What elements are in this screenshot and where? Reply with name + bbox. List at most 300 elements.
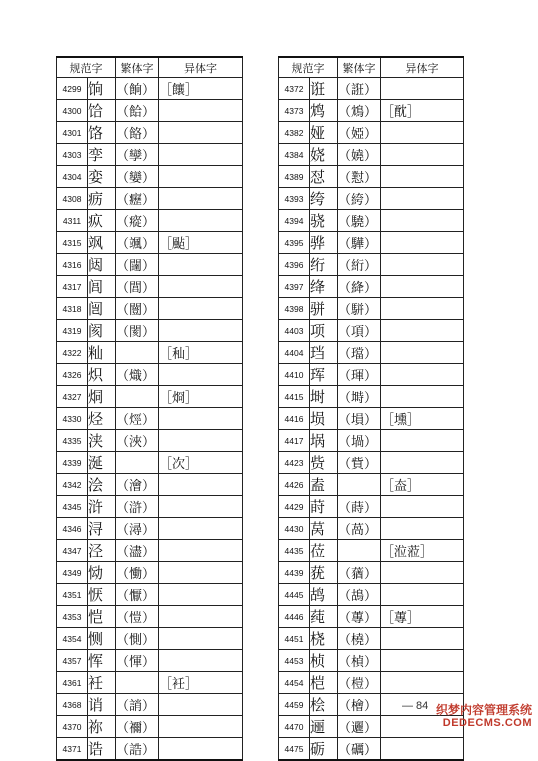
variant-char bbox=[381, 166, 464, 188]
variant-char bbox=[381, 628, 464, 650]
variant-char bbox=[159, 430, 243, 452]
variant-char bbox=[381, 298, 464, 320]
standard-char: 珲 bbox=[310, 364, 338, 386]
table-row bbox=[57, 562, 243, 584]
table-row bbox=[279, 232, 464, 254]
table-row bbox=[57, 166, 243, 188]
table-row bbox=[279, 496, 464, 518]
table-row bbox=[57, 452, 243, 474]
row-number: 4389 bbox=[279, 166, 310, 188]
standard-char: 浃 bbox=[88, 430, 116, 452]
variant-char bbox=[159, 364, 243, 386]
traditional-char: （惲） bbox=[116, 650, 159, 672]
standard-char: 泾 bbox=[88, 540, 116, 562]
row-number: 4357 bbox=[57, 650, 88, 672]
row-number: 4339 bbox=[57, 452, 88, 474]
table-row bbox=[57, 144, 243, 166]
row-number: 4372 bbox=[279, 78, 310, 100]
row-number: 4429 bbox=[279, 496, 310, 518]
variant-char bbox=[159, 716, 243, 738]
row-number: 4446 bbox=[279, 606, 310, 628]
row-number: 4361 bbox=[57, 672, 88, 694]
variant-char bbox=[159, 100, 243, 122]
traditional-char: （鴆） bbox=[338, 100, 381, 122]
traditional-char: （瘲） bbox=[116, 210, 159, 232]
standard-char: 涎 bbox=[88, 452, 116, 474]
traditional-char: （懨） bbox=[116, 584, 159, 606]
traditional-char: （閡） bbox=[116, 320, 159, 342]
variant-char: ［盇］ bbox=[381, 474, 464, 496]
table-row bbox=[57, 650, 243, 672]
standard-char: 娈 bbox=[88, 166, 116, 188]
traditional-char: （烴） bbox=[116, 408, 159, 430]
standard-char: 桧 bbox=[310, 694, 338, 716]
table-row bbox=[279, 166, 464, 188]
traditional-char: （闥） bbox=[116, 254, 159, 276]
traditional-char: （餉） bbox=[116, 78, 159, 100]
character-table-left bbox=[56, 56, 243, 761]
traditional-char bbox=[116, 452, 159, 474]
table-row bbox=[57, 298, 243, 320]
variant-char bbox=[381, 78, 464, 100]
row-number: 4319 bbox=[57, 320, 88, 342]
traditional-char: （塤） bbox=[338, 408, 381, 430]
variant-char bbox=[159, 254, 243, 276]
traditional-char: （鴣） bbox=[338, 584, 381, 606]
standard-char: 饹 bbox=[88, 122, 116, 144]
traditional-char: （邐） bbox=[338, 716, 381, 738]
row-number: 4351 bbox=[57, 584, 88, 606]
row-number: 4416 bbox=[279, 408, 310, 430]
table-row bbox=[279, 672, 464, 694]
variant-char bbox=[159, 474, 243, 496]
traditional-char: （榿） bbox=[338, 672, 381, 694]
traditional-char: （項） bbox=[338, 320, 381, 342]
standard-char: 饷 bbox=[88, 78, 116, 100]
traditional-char bbox=[116, 386, 159, 408]
row-number: 4459 bbox=[279, 694, 310, 716]
watermark-domain: DEDECMS.COM bbox=[442, 717, 532, 729]
row-number: 4417 bbox=[279, 430, 310, 452]
header-variant-char: 异体字 bbox=[159, 57, 243, 78]
traditional-char: （萵） bbox=[338, 518, 381, 540]
standard-char: 恸 bbox=[88, 562, 116, 584]
traditional-char: （蒔） bbox=[338, 496, 381, 518]
traditional-char bbox=[338, 540, 381, 562]
row-number: 4335 bbox=[57, 430, 88, 452]
variant-char bbox=[159, 188, 243, 210]
table-row bbox=[279, 606, 464, 628]
traditional-char: （浹） bbox=[116, 430, 159, 452]
row-number: 4453 bbox=[279, 650, 310, 672]
traditional-char: （闓） bbox=[116, 298, 159, 320]
variant-char: ［衽］ bbox=[159, 672, 243, 694]
standard-char: 恽 bbox=[88, 650, 116, 672]
variant-char bbox=[159, 694, 243, 716]
traditional-char: （颯） bbox=[116, 232, 159, 254]
table-row bbox=[279, 210, 464, 232]
standard-char: 衽 bbox=[88, 672, 116, 694]
variant-char: ［酖］ bbox=[381, 100, 464, 122]
traditional-char: （誚） bbox=[116, 694, 159, 716]
variant-char bbox=[159, 496, 243, 518]
variant-char bbox=[381, 232, 464, 254]
standard-char: 莸 bbox=[310, 562, 338, 584]
traditional-char: （璫） bbox=[338, 342, 381, 364]
row-number: 4396 bbox=[279, 254, 310, 276]
variant-char bbox=[159, 298, 243, 320]
traditional-char: （潯） bbox=[116, 518, 159, 540]
standard-char: 娅 bbox=[310, 122, 338, 144]
row-number: 4315 bbox=[57, 232, 88, 254]
traditional-char: （檜） bbox=[338, 694, 381, 716]
table-row bbox=[279, 628, 464, 650]
traditional-char: （琿） bbox=[338, 364, 381, 386]
table-row bbox=[279, 518, 464, 540]
header-variant-char: 异体字 bbox=[381, 57, 464, 78]
traditional-char: （絎） bbox=[338, 254, 381, 276]
standard-char: 恹 bbox=[88, 584, 116, 606]
header-standard-char: 规范字 bbox=[57, 57, 116, 78]
row-number: 4304 bbox=[57, 166, 88, 188]
row-number: 4395 bbox=[279, 232, 310, 254]
variant-char bbox=[381, 254, 464, 276]
standard-char: 逦 bbox=[310, 716, 338, 738]
table-row bbox=[279, 364, 464, 386]
variant-char bbox=[381, 672, 464, 694]
variant-char bbox=[159, 584, 243, 606]
variant-char bbox=[159, 518, 243, 540]
row-number: 4327 bbox=[57, 386, 88, 408]
standard-char: 骅 bbox=[310, 232, 338, 254]
variant-char bbox=[381, 386, 464, 408]
table-row bbox=[279, 408, 464, 430]
traditional-char bbox=[116, 342, 159, 364]
table-row bbox=[279, 78, 464, 100]
variant-char bbox=[159, 606, 243, 628]
standard-char: 绗 bbox=[310, 254, 338, 276]
watermark-title: 织梦内容管理系统 bbox=[435, 703, 532, 717]
traditional-char: （絝） bbox=[338, 188, 381, 210]
standard-char: 闿 bbox=[88, 298, 116, 320]
row-number: 4430 bbox=[279, 518, 310, 540]
traditional-char: （惻） bbox=[116, 628, 159, 650]
table-row bbox=[57, 430, 243, 452]
standard-char: 桡 bbox=[310, 628, 338, 650]
standard-char: 籼 bbox=[88, 342, 116, 364]
row-number: 4311 bbox=[57, 210, 88, 232]
traditional-char: （癧） bbox=[116, 188, 159, 210]
standard-char: 莅 bbox=[310, 540, 338, 562]
header-traditional-char: 繁体字 bbox=[338, 57, 381, 78]
variant-char: ［次］ bbox=[159, 452, 243, 474]
standard-char: 埚 bbox=[310, 430, 338, 452]
row-number: 4475 bbox=[279, 738, 310, 761]
table-row bbox=[57, 342, 243, 364]
table-row bbox=[57, 408, 243, 430]
table-row bbox=[57, 606, 243, 628]
table-row bbox=[279, 386, 464, 408]
standard-char: 飒 bbox=[88, 232, 116, 254]
variant-char bbox=[381, 320, 464, 342]
traditional-char: （蕕） bbox=[338, 562, 381, 584]
table-row bbox=[57, 276, 243, 298]
standard-char: 盍 bbox=[310, 474, 338, 496]
traditional-char: （嬈） bbox=[338, 144, 381, 166]
standard-char: 珰 bbox=[310, 342, 338, 364]
row-number: 4318 bbox=[57, 298, 88, 320]
traditional-char: （滸） bbox=[116, 496, 159, 518]
row-number: 4382 bbox=[279, 122, 310, 144]
row-number: 4439 bbox=[279, 562, 310, 584]
page-number: — 84 bbox=[402, 700, 429, 712]
traditional-char: （濜） bbox=[116, 540, 159, 562]
standard-char: 恺 bbox=[88, 606, 116, 628]
table-row bbox=[57, 100, 243, 122]
row-number: 4370 bbox=[57, 716, 88, 738]
standard-char: 烔 bbox=[88, 386, 116, 408]
standard-char: 桢 bbox=[310, 650, 338, 672]
traditional-char: （澮） bbox=[116, 474, 159, 496]
row-number: 4403 bbox=[279, 320, 310, 342]
row-number: 4470 bbox=[279, 716, 310, 738]
row-number: 4308 bbox=[57, 188, 88, 210]
variant-char bbox=[381, 430, 464, 452]
variant-char bbox=[159, 628, 243, 650]
traditional-char: （餄） bbox=[116, 100, 159, 122]
standard-char: 诳 bbox=[310, 78, 338, 100]
table-row bbox=[57, 320, 243, 342]
variant-char bbox=[381, 584, 464, 606]
table-row bbox=[279, 276, 464, 298]
standard-char: 炽 bbox=[88, 364, 116, 386]
row-number: 4349 bbox=[57, 562, 88, 584]
row-number: 4410 bbox=[279, 364, 310, 386]
variant-char bbox=[381, 210, 464, 232]
traditional-char: （誥） bbox=[116, 738, 159, 761]
standard-char: 绛 bbox=[310, 276, 338, 298]
row-number: 4398 bbox=[279, 298, 310, 320]
variant-char: ［颭］ bbox=[159, 232, 243, 254]
traditional-char bbox=[116, 672, 159, 694]
row-number: 4384 bbox=[279, 144, 310, 166]
table-row bbox=[57, 694, 243, 716]
variant-char bbox=[159, 166, 243, 188]
traditional-char: （堝） bbox=[338, 430, 381, 452]
traditional-char: （礪） bbox=[338, 738, 381, 761]
standard-char: 恻 bbox=[88, 628, 116, 650]
row-number: 4451 bbox=[279, 628, 310, 650]
standard-char: 莼 bbox=[310, 606, 338, 628]
standard-char: 桤 bbox=[310, 672, 338, 694]
table-row bbox=[57, 540, 243, 562]
table-row bbox=[57, 496, 243, 518]
table-row bbox=[57, 364, 243, 386]
variant-char bbox=[381, 364, 464, 386]
row-number: 4347 bbox=[57, 540, 88, 562]
traditional-char: （熾） bbox=[116, 364, 159, 386]
standard-char: 浍 bbox=[88, 474, 116, 496]
row-number: 4299 bbox=[57, 78, 88, 100]
table-row bbox=[279, 584, 464, 606]
variant-char: ［饟］ bbox=[159, 78, 243, 100]
table-row bbox=[279, 122, 464, 144]
standard-char: 莴 bbox=[310, 518, 338, 540]
row-number: 4342 bbox=[57, 474, 88, 496]
row-number: 4316 bbox=[57, 254, 88, 276]
table-row bbox=[279, 188, 464, 210]
table-row bbox=[279, 342, 464, 364]
row-number: 4426 bbox=[279, 474, 310, 496]
variant-char bbox=[159, 320, 243, 342]
row-number: 4397 bbox=[279, 276, 310, 298]
variant-char bbox=[381, 518, 464, 540]
table-row bbox=[279, 562, 464, 584]
table-row bbox=[57, 628, 243, 650]
standard-char: 疭 bbox=[88, 210, 116, 232]
standard-char: 烃 bbox=[88, 408, 116, 430]
table-row bbox=[279, 474, 464, 496]
table-row bbox=[279, 540, 464, 562]
standard-char: 怼 bbox=[310, 166, 338, 188]
variant-char bbox=[159, 210, 243, 232]
row-number: 4353 bbox=[57, 606, 88, 628]
traditional-char: （孌） bbox=[116, 166, 159, 188]
row-number: 4435 bbox=[279, 540, 310, 562]
standard-char: 赀 bbox=[310, 452, 338, 474]
variant-char bbox=[159, 408, 243, 430]
variant-char bbox=[159, 144, 243, 166]
standard-char: 祢 bbox=[88, 716, 116, 738]
table-row bbox=[279, 298, 464, 320]
traditional-char: （慟） bbox=[116, 562, 159, 584]
standard-char: 埘 bbox=[310, 386, 338, 408]
traditional-char: （懟） bbox=[338, 166, 381, 188]
standard-char: 骁 bbox=[310, 210, 338, 232]
table-row bbox=[279, 452, 464, 474]
table-row bbox=[279, 320, 464, 342]
traditional-char: （塒） bbox=[338, 386, 381, 408]
traditional-char: （餎） bbox=[116, 122, 159, 144]
table-row bbox=[57, 518, 243, 540]
row-number: 4345 bbox=[57, 496, 88, 518]
row-number: 4394 bbox=[279, 210, 310, 232]
standard-char: 鸪 bbox=[310, 584, 338, 606]
traditional-char: （駢） bbox=[338, 298, 381, 320]
traditional-char: （閭） bbox=[116, 276, 159, 298]
traditional-char: （愷） bbox=[116, 606, 159, 628]
variant-char bbox=[381, 276, 464, 298]
table-row bbox=[57, 254, 243, 276]
variant-char: ［烱］ bbox=[159, 386, 243, 408]
traditional-char: （絳） bbox=[338, 276, 381, 298]
table-header-row bbox=[57, 57, 243, 78]
character-table-right bbox=[278, 56, 464, 761]
row-number: 4326 bbox=[57, 364, 88, 386]
row-number: 4354 bbox=[57, 628, 88, 650]
table-row bbox=[57, 474, 243, 496]
traditional-char: （蓴） bbox=[338, 606, 381, 628]
row-number: 4317 bbox=[57, 276, 88, 298]
standard-char: 埙 bbox=[310, 408, 338, 430]
table-row bbox=[57, 716, 243, 738]
standard-char: 诮 bbox=[88, 694, 116, 716]
traditional-char bbox=[338, 474, 381, 496]
variant-char bbox=[381, 188, 464, 210]
variant-char: ［涖蒞］ bbox=[381, 540, 464, 562]
standard-char: 砺 bbox=[310, 738, 338, 761]
standard-char: 疬 bbox=[88, 188, 116, 210]
row-number: 4415 bbox=[279, 386, 310, 408]
standard-char: 闼 bbox=[88, 254, 116, 276]
standard-char: 闾 bbox=[88, 276, 116, 298]
header-traditional-char: 繁体字 bbox=[116, 57, 159, 78]
watermark bbox=[436, 704, 532, 730]
row-number: 4404 bbox=[279, 342, 310, 364]
row-number: 4423 bbox=[279, 452, 310, 474]
standard-char: 绔 bbox=[310, 188, 338, 210]
variant-char bbox=[159, 540, 243, 562]
row-number: 4300 bbox=[57, 100, 88, 122]
variant-char bbox=[381, 452, 464, 474]
table-row bbox=[279, 100, 464, 122]
standard-char: 鸩 bbox=[310, 100, 338, 122]
variant-char bbox=[159, 650, 243, 672]
traditional-char: （孿） bbox=[116, 144, 159, 166]
table-row bbox=[57, 672, 243, 694]
row-number: 4373 bbox=[279, 100, 310, 122]
table-row bbox=[279, 650, 464, 672]
variant-char bbox=[159, 562, 243, 584]
row-number: 4393 bbox=[279, 188, 310, 210]
standard-char: 浔 bbox=[88, 518, 116, 540]
table-header-row bbox=[279, 57, 464, 78]
table-row bbox=[57, 210, 243, 232]
traditional-char: （驊） bbox=[338, 232, 381, 254]
standard-char: 浒 bbox=[88, 496, 116, 518]
variant-char bbox=[381, 342, 464, 364]
traditional-char: （楨） bbox=[338, 650, 381, 672]
traditional-char: （禰） bbox=[116, 716, 159, 738]
table-row bbox=[57, 78, 243, 100]
table-row bbox=[279, 254, 464, 276]
row-number: 4371 bbox=[57, 738, 88, 761]
row-number: 4368 bbox=[57, 694, 88, 716]
standard-char: 诰 bbox=[88, 738, 116, 761]
row-number: 4322 bbox=[57, 342, 88, 364]
table-row bbox=[57, 122, 243, 144]
variant-char bbox=[159, 276, 243, 298]
row-number: 4303 bbox=[57, 144, 88, 166]
variant-char bbox=[381, 496, 464, 518]
variant-char bbox=[381, 122, 464, 144]
variant-char bbox=[381, 562, 464, 584]
table-row bbox=[57, 584, 243, 606]
standard-char: 骈 bbox=[310, 298, 338, 320]
row-number: 4454 bbox=[279, 672, 310, 694]
variant-char bbox=[159, 122, 243, 144]
table-row bbox=[279, 144, 464, 166]
standard-char: 项 bbox=[310, 320, 338, 342]
table-row bbox=[279, 430, 464, 452]
row-number: 4301 bbox=[57, 122, 88, 144]
standard-char: 孪 bbox=[88, 144, 116, 166]
table-row bbox=[57, 386, 243, 408]
variant-char bbox=[381, 650, 464, 672]
variant-char: ［壎］ bbox=[381, 408, 464, 430]
header-standard-char: 规范字 bbox=[279, 57, 338, 78]
standard-char: 饸 bbox=[88, 100, 116, 122]
